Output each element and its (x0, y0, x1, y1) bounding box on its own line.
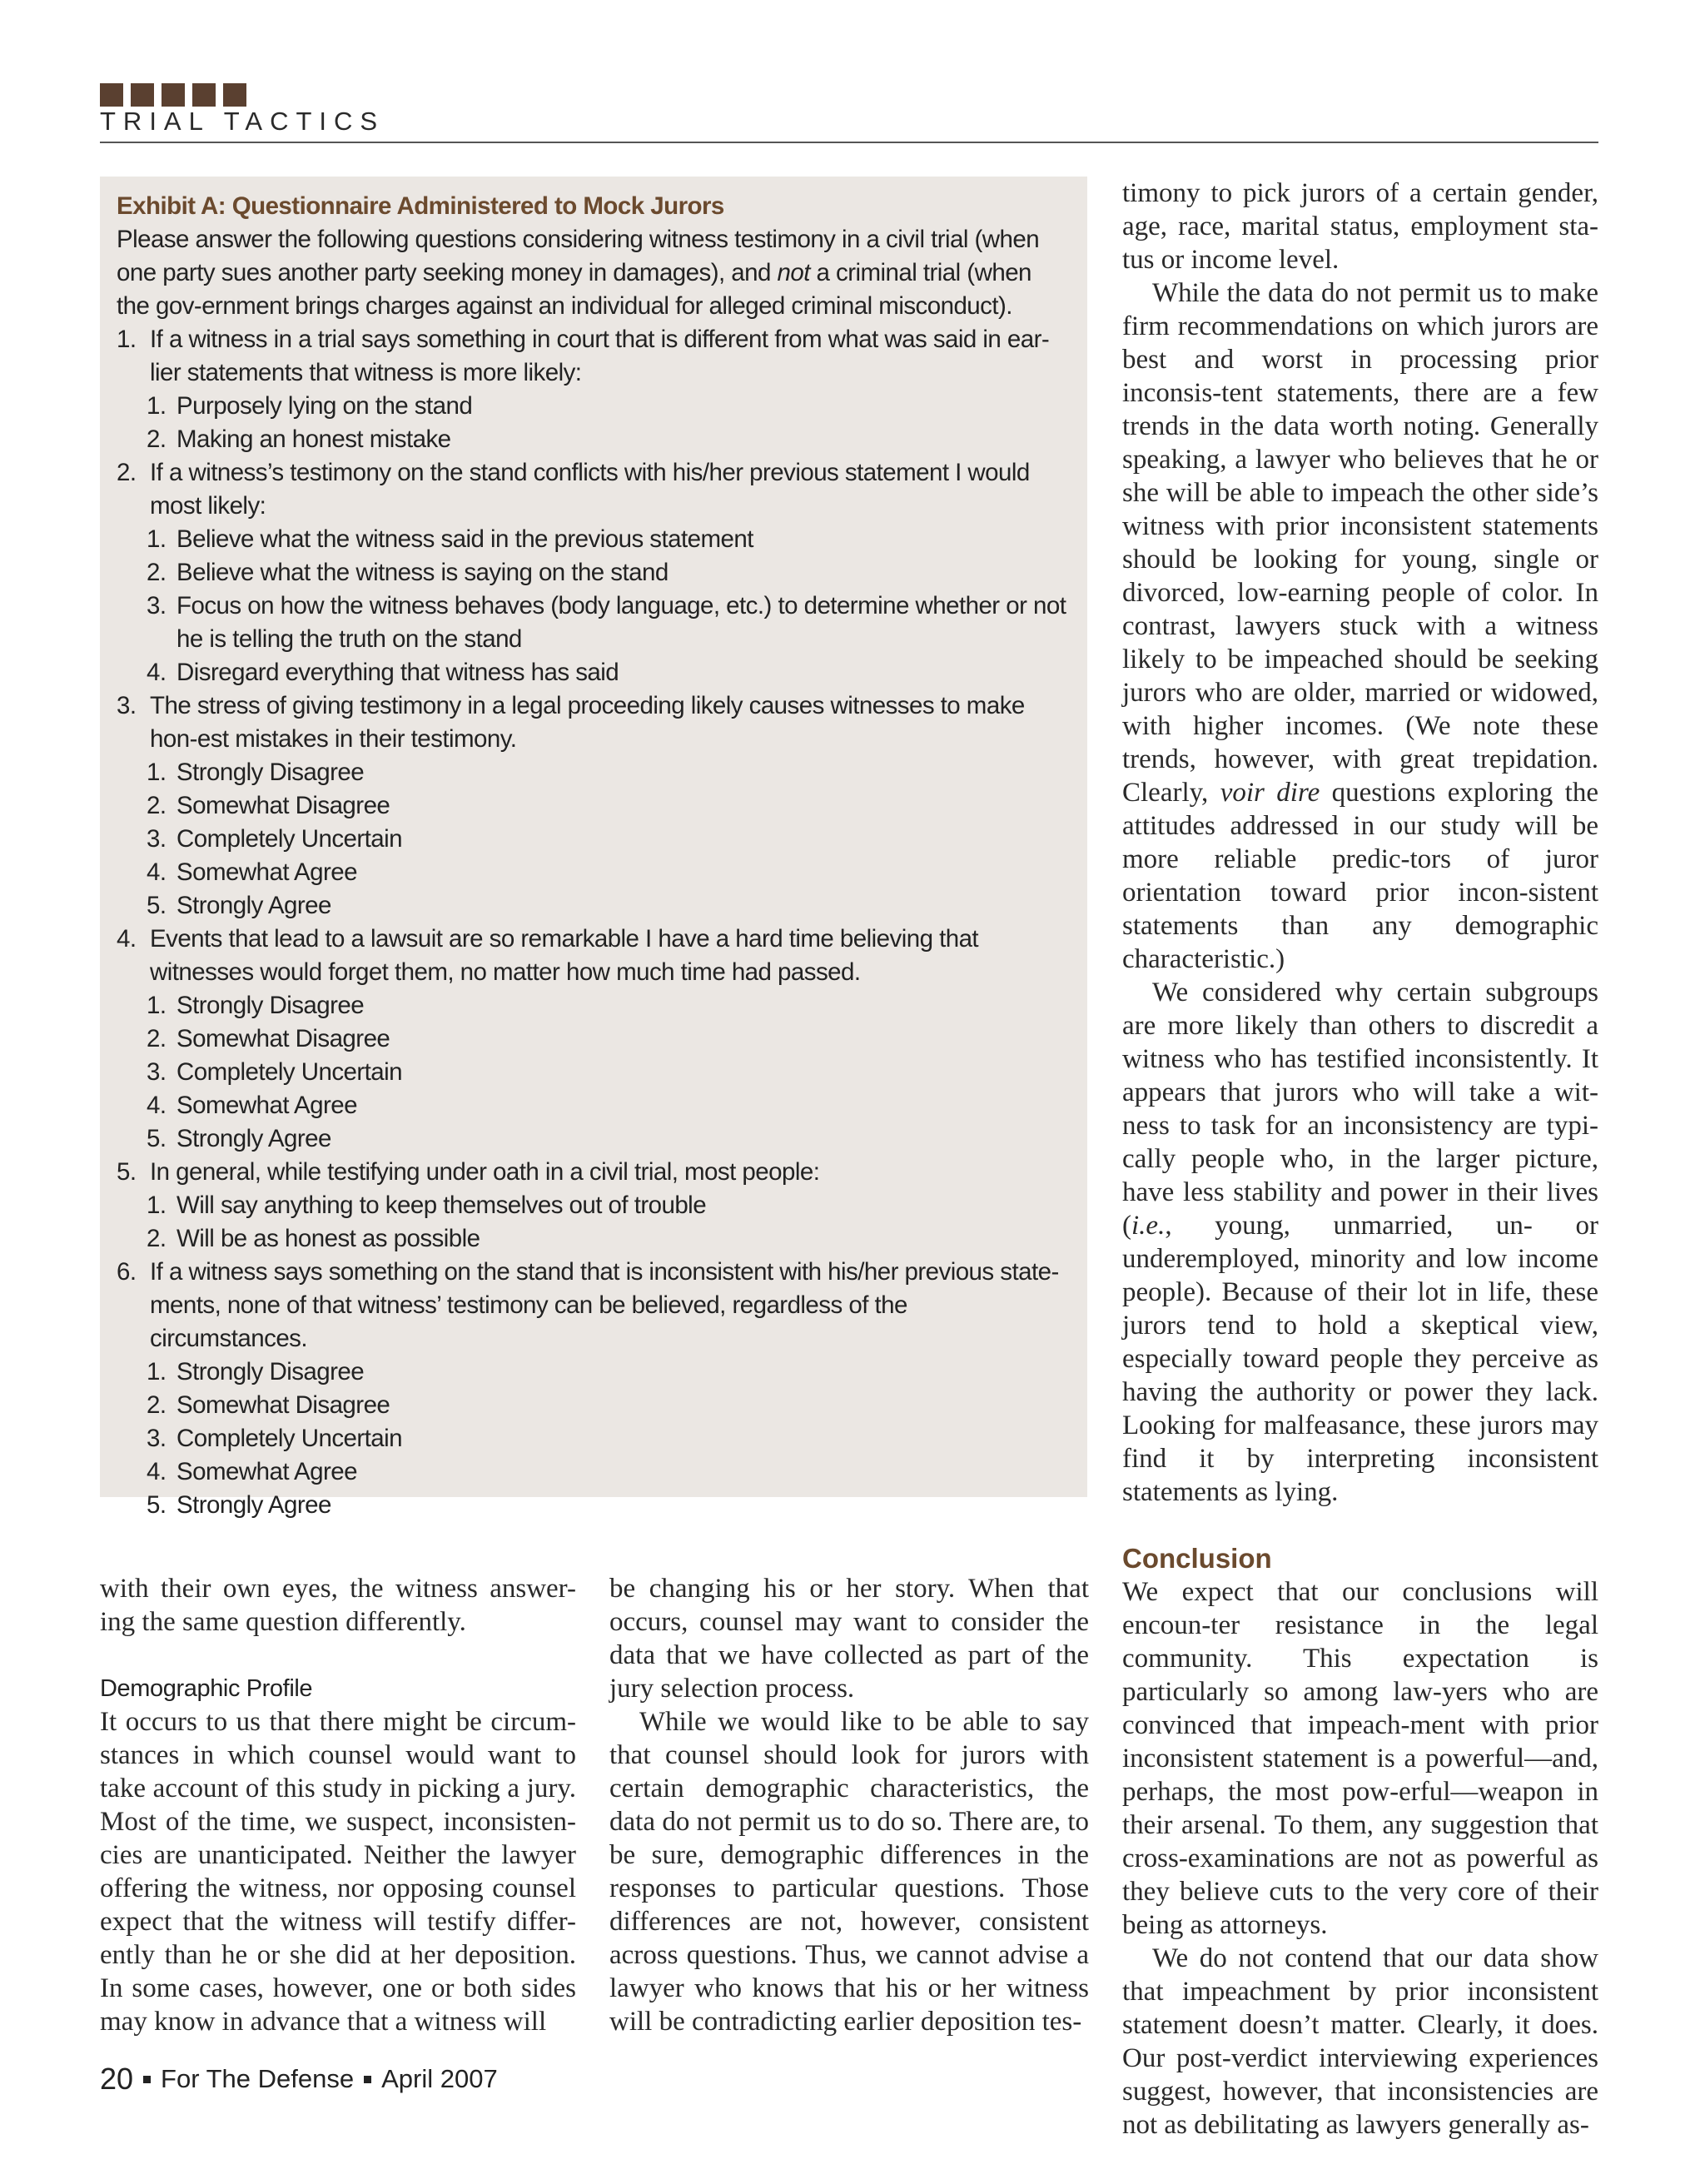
square-4 (192, 83, 216, 107)
option-number: 1. (147, 525, 167, 553)
question-text: If a witness in a trial says something in court that is different from what was said in ear-lier statements that witness is more likely: (150, 326, 1050, 386)
square-5 (223, 83, 246, 107)
option-text: Believe what the witness is saying on the stand (176, 559, 669, 586)
question-4 (117, 923, 1069, 989)
answer-option (117, 390, 1069, 423)
bullet-square (143, 2076, 151, 2083)
question-number: 1. (117, 326, 137, 353)
question-1 (117, 323, 1069, 390)
option-number: 2. (147, 792, 167, 819)
exhibit-intro (117, 223, 1069, 323)
square-3 (162, 83, 185, 107)
header-rule (100, 142, 1598, 143)
column-middle (609, 1572, 1089, 2038)
exhibit-title: Exhibit A: Questionnaire Administered to Mock Jurors (117, 192, 724, 220)
option-text: Strongly Agree (176, 892, 331, 919)
question-number: 6. (117, 1258, 137, 1286)
answer-option (117, 1089, 1069, 1122)
option-text: Believe what the witness said in the previous statement (176, 525, 753, 553)
option-text: Somewhat Disagree (176, 792, 390, 819)
answer-option (117, 590, 1069, 656)
intro-text: Please answer the following questions considering witness testimony in a civil trial (when one party sues another party seeking money in damages), and (117, 226, 1040, 286)
paragraph: We expect that our conclusions will encoun-ter resistance in the legal community. This expectation is particularly so among law-yers who are convinced that impeach-ment with prior inconsistent statement is a powerful—and, perhaps, the most pow-erful—weapon in their arsenal. To them, any suggestion that cross-examinations are not as powerful as they believe cuts to the very core of their being as attorneys. (1122, 1577, 1598, 1940)
paragraph: be changing his or her story. When that occurs, counsel may want to consider the data that we have collected as part of the jury selection process. (609, 1574, 1089, 1704)
option-text: Strongly Agree (176, 1491, 331, 1519)
answer-option (117, 1056, 1069, 1089)
option-number: 5. (147, 892, 167, 919)
option-number: 4. (147, 1092, 167, 1119)
answer-option (117, 1489, 1069, 1522)
intro-italic: not (777, 259, 810, 286)
option-number: 3. (147, 1058, 167, 1086)
option-number: 3. (147, 1425, 167, 1452)
option-number: 2. (147, 559, 167, 586)
option-number: 1. (147, 759, 167, 786)
option-number: 3. (147, 592, 167, 619)
paragraph: timony to pick jurors of a certain gender, age, race, marital status, employment sta-tus or income level. (1122, 178, 1598, 275)
option-number: 1. (147, 992, 167, 1019)
italic-span: i.e. (1131, 1211, 1166, 1241)
text-span: While the data do not permit us to make firm recommendations on which jurors are best and worst in processing prior inconsis-tent statements, there are a few trends in the data worth noting. Generally speaking, a lawyer who believes that he or she will be able to impeach the other side’s witness with prior inconsistent statements should be looking for young, single or divorced, low-earning people of color. In contrast, lawyers stuck with a witness likely to be impeached should be seeking jurors who are older, married or widowed, with higher incomes. (We note these trends, however, with great trepidation. Clearly, (1122, 278, 1598, 808)
answer-option (117, 1356, 1069, 1389)
option-number: 2. (147, 1025, 167, 1052)
option-text: Somewhat Disagree (176, 1025, 390, 1052)
option-number: 5. (147, 1491, 167, 1519)
option-text: Somewhat Agree (176, 1458, 357, 1485)
answer-option (117, 1389, 1069, 1422)
text-span: questions exploring the attitudes addressed in our study will be more reliable predic-tors of juror orientation toward prior incon-sistent statements than any demographic characteristic.) (1122, 778, 1598, 974)
answer-option (117, 1022, 1069, 1056)
option-number: 2. (147, 1391, 167, 1419)
option-text: Focus on how the witness behaves (body language, etc.) to determine whether or not he is telling the truth on the stand (176, 592, 1066, 653)
option-text: Completely Uncertain (176, 1425, 403, 1452)
option-number: 4. (147, 1458, 167, 1485)
question-text: Events that lead to a lawsuit are so remarkable I have a hard time believing that witnesses would forget them, no matter how much time had passed. (150, 925, 979, 986)
question-3 (117, 689, 1069, 756)
option-text: Purposely lying on the stand (176, 392, 473, 420)
section-heading-conclusion: Conclusion (1122, 1543, 1272, 1574)
answer-option (117, 1222, 1069, 1256)
option-text: Strongly Agree (176, 1125, 331, 1152)
paragraph: It occurs to us that there might be circum-stances in which counsel would want to take account of this study in picking a jury. Most of the time, we suspect, inconsisten-cies are unanticipated. Neither the lawyer offering the witness, nor opposing counsel expect that the witness will testify differ-ently than he or she did at her deposition. In some cases, however, one or both sides may know in advance that a witness will (100, 1707, 576, 2037)
answer-option (117, 423, 1069, 456)
answer-option (117, 1422, 1069, 1455)
paragraph: While we would like to be able to say that counsel should look for jurors with certain demographic characteristics, the data do not permit us to do so. There are, to be sure, demographic differences in the responses to particular questions. Those differences are not, however, consistent across questions. Thus, we cannot advise a lawyer who knows that his or her witness will be contradicting earlier deposition tes- (609, 1707, 1089, 2037)
question-5 (117, 1156, 1069, 1189)
answer-option (117, 1122, 1069, 1156)
question-text: The stress of giving testimony in a legal proceeding likely causes witnesses to make hon-est mistakes in their testimony. (150, 692, 1025, 753)
publication-name: For The Defense (161, 2064, 355, 2093)
option-text: Will say anything to keep themselves out of trouble (176, 1191, 707, 1219)
option-text: Strongly Disagree (176, 759, 365, 786)
paragraph (1122, 276, 1598, 976)
square-2 (131, 83, 154, 107)
answer-option (117, 989, 1069, 1022)
section-marker-squares (100, 83, 246, 107)
option-text: Disregard everything that witness has said (176, 659, 619, 686)
option-number: 5. (147, 1125, 167, 1152)
option-text: Strongly Disagree (176, 992, 365, 1019)
answer-option (117, 1189, 1069, 1222)
option-text: Somewhat Disagree (176, 1391, 390, 1419)
option-number: 1. (147, 392, 167, 420)
answer-option (117, 556, 1069, 590)
column-left (100, 1572, 576, 2038)
option-text: Somewhat Agree (176, 858, 357, 886)
answer-option (117, 789, 1069, 823)
option-number: 1. (147, 1358, 167, 1386)
answer-option (117, 856, 1069, 889)
option-number: 4. (147, 659, 167, 686)
question-6 (117, 1256, 1069, 1356)
question-text: If a witness says something on the stand that is inconsistent with his/her previous state-ments, none of that witness’ testimony can be believed, regardless of the circumstances. (150, 1258, 1059, 1352)
option-text: Completely Uncertain (176, 1058, 403, 1086)
text-span: , young, unmarried, un- or underemployed, minority and low income people). Because of their lot in life, these jurors tend to hold a skeptical view, especially toward people they perceive as having the authority or power they lack. Looking for malfeasance, these jurors may find it by interpreting inconsistent statements as lying. (1122, 1211, 1598, 1507)
question-text: In general, while testifying under oath in a civil trial, most people: (150, 1158, 820, 1186)
square-1 (100, 83, 123, 107)
option-number: 4. (147, 858, 167, 886)
italic-span: voir dire (1220, 778, 1320, 808)
section-title: TRIAL TACTICS (100, 107, 385, 136)
option-text: Strongly Disagree (176, 1358, 365, 1386)
page-number: 20 (100, 2062, 134, 2096)
question-number: 3. (117, 692, 137, 719)
answer-option (117, 756, 1069, 789)
text-span: We considered why certain subgroups are more likely than others to discredit a witness who has testified inconsistently. It appears that jurors who will take a wit-ness to task for an inconsistency are typi-cally people who, in the larger picture, have less stability and power in their lives ( (1122, 978, 1598, 1241)
question-number: 5. (117, 1158, 137, 1186)
exhibit-box (100, 177, 1087, 1519)
question-list (117, 323, 1069, 1522)
option-number: 2. (147, 1225, 167, 1252)
option-text: Completely Uncertain (176, 825, 403, 853)
option-number: 1. (147, 1191, 167, 1219)
option-number: 3. (147, 825, 167, 853)
option-text: Making an honest mistake (176, 425, 451, 453)
paragraph: with their own eyes, the witness answer-ing the same question differently. (100, 1574, 576, 1637)
answer-option (117, 523, 1069, 556)
paragraph: We do not contend that our data show that impeachment by prior inconsistent statement doesn’t matter. Clearly, it does. Our post-verdict interviewing experiences suggest, however, that inconsistencies are not as debilitating as lawyers generally as- (1122, 1943, 1598, 2140)
section-heading-demographic: Demographic Profile (100, 1675, 313, 1702)
answer-option (117, 823, 1069, 856)
answer-option (117, 889, 1069, 923)
paragraph (1122, 976, 1598, 1509)
option-text: Will be as honest as possible (176, 1225, 480, 1252)
column-right (1122, 177, 1598, 2142)
question-text: If a witness’s testimony on the stand conflicts with his/her previous statement I would most likely: (150, 459, 1030, 520)
answer-option (117, 1455, 1069, 1489)
page-footer (100, 2062, 498, 2097)
option-number: 2. (147, 425, 167, 453)
question-number: 4. (117, 925, 137, 953)
question-number: 2. (117, 459, 137, 486)
issue-date: April 2007 (381, 2064, 498, 2093)
option-text: Somewhat Agree (176, 1092, 357, 1119)
answer-option (117, 656, 1069, 689)
intro-text-end: a criminal trial (when the gov-ernment brings charges against an individual for alleged criminal misconduct). (117, 259, 1031, 320)
bullet-square (364, 2076, 371, 2083)
question-2 (117, 456, 1069, 523)
